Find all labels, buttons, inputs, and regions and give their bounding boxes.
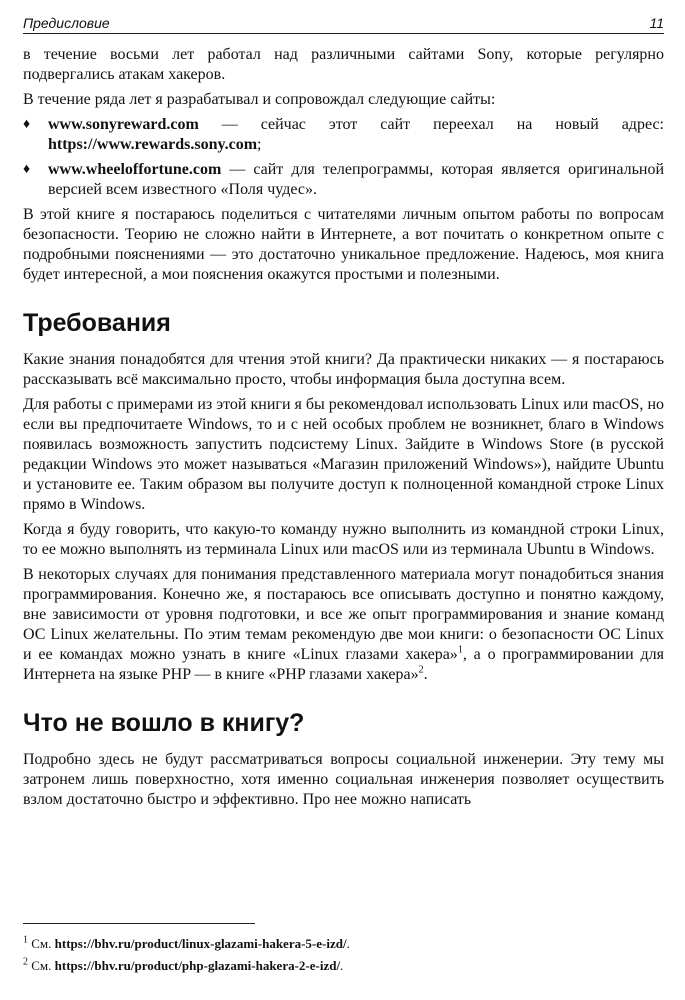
footnote-prefix: См. [28, 936, 55, 951]
item-text: ; [257, 136, 262, 153]
sites-list [23, 115, 664, 200]
site-name: www.sonyreward.com [48, 116, 199, 133]
paragraph: Когда я буду говорить, что какую-то команду нужно выполнить из командной строки Linux, то ее можно выполнять из терминала Linux или macOS или из терминала Ubuntu в Windows. [23, 521, 664, 558]
paragraph: В течение ряда лет я разрабатывал и сопровождал следующие сайты: [23, 91, 496, 108]
section-heading: Что не вошло в книгу? [23, 709, 305, 737]
paragraph: Для работы с примерами из этой книги я бы рекомендовал использовать Linux или macOS, но если вы предпочитаете Windows, то и с ней особых проблем не возникнет, благо в Windows появилась возможность запустить подсистему Linux. Зайдите в Windows Store (в русской редакции Windows это может называться «Магазин приложений Windows»), найдите Ubuntu и установите ее. Таким образом вы получите доступ к полноценной командной строке Linux прямо в Windows. [23, 396, 664, 513]
list-item [23, 115, 664, 155]
diamond-bullet-icon: ♦ [23, 117, 31, 132]
footnote [23, 955, 664, 977]
paragraph-text: , а о программировании для Интернета на языке PHP — в книге «PHP глазами хакера» [23, 646, 664, 683]
footnote-number: 2 [23, 956, 28, 968]
body-text [23, 45, 664, 815]
paragraph: Подробно здесь не будут рассматриваться вопросы социальной инженерии. Эту тему мы затронем лишь поверхностно, хотя именно социальная инженерия позволяет осуществить взлом достаточно быстро и эффективно. Про нее можно написать [23, 751, 664, 808]
chapter-title: Предисловие [23, 15, 110, 31]
section-heading: Требования [23, 309, 171, 337]
running-header [23, 13, 664, 34]
footnotes [23, 933, 664, 977]
paragraph-text: В некоторых случаях для понимания представленного материала могут понадобиться знания программирования. Конечно же, я постараюсь все описывать доступно и понятно каждому, вне зависимости от уровня подготовки, и все же опыт программирования и знание команд ОС Linux желательны. По этим темам рекомендую две мои книги: о безопасности ОС Linux и ее командах можно узнать в книге «Linux глазами хакера» [23, 566, 664, 663]
paragraph: Какие знания понадобятся для чтения этой книги? Да практически никаких — я постараюсь рассказывать всё максимально просто, чтобы информация была доступна всем. [23, 351, 664, 388]
paragraph: в течение восьми лет работал над различными сайтами Sony, которые регулярно подвергались атакам хакеров. [23, 46, 664, 83]
list-item [23, 160, 664, 200]
item-text: — сайт для телепрограммы, которая является оригинальной версией всем известного «Поля чудес». [48, 161, 664, 198]
footnote-ref[interactable]: 2 [418, 664, 424, 676]
site-name: www.wheeloffortune.com [48, 161, 222, 178]
paragraph: В этой книге я постараюсь поделиться с читателями личным опытом работы по вопросам безопасности. Теорию не сложно найти в Интернете, а вот почитать о конкретном опыте с подробными пояснениями — это достаточно уникальное предложение. Надеюсь, моя книга будет интересной, а мои пояснения окажутся простыми и полезными. [23, 206, 664, 283]
footnote-suffix: . [340, 958, 344, 973]
footnote [23, 933, 664, 955]
footnote-ref[interactable]: 1 [457, 644, 463, 656]
footnote-number: 1 [23, 934, 28, 946]
footnote-link[interactable]: https://bhv.ru/product/linux-glazami-hakera-5-e-izd/ [54, 936, 347, 951]
item-text: — сейчас этот сайт переехал на новый адрес: [198, 116, 664, 133]
footnote-link[interactable]: https://bhv.ru/product/php-glazami-hakera-2-e-izd/ [54, 958, 341, 973]
paragraph [23, 565, 664, 685]
site-link[interactable]: https://www.rewards.sony.com [48, 136, 258, 153]
page-number: 11 [649, 15, 664, 31]
diamond-bullet-icon: ♦ [23, 162, 31, 177]
paragraph-text: . [423, 666, 428, 683]
footnote-divider [23, 923, 255, 924]
footnote-prefix: См. [28, 958, 55, 973]
footnote-suffix: . [346, 936, 350, 951]
